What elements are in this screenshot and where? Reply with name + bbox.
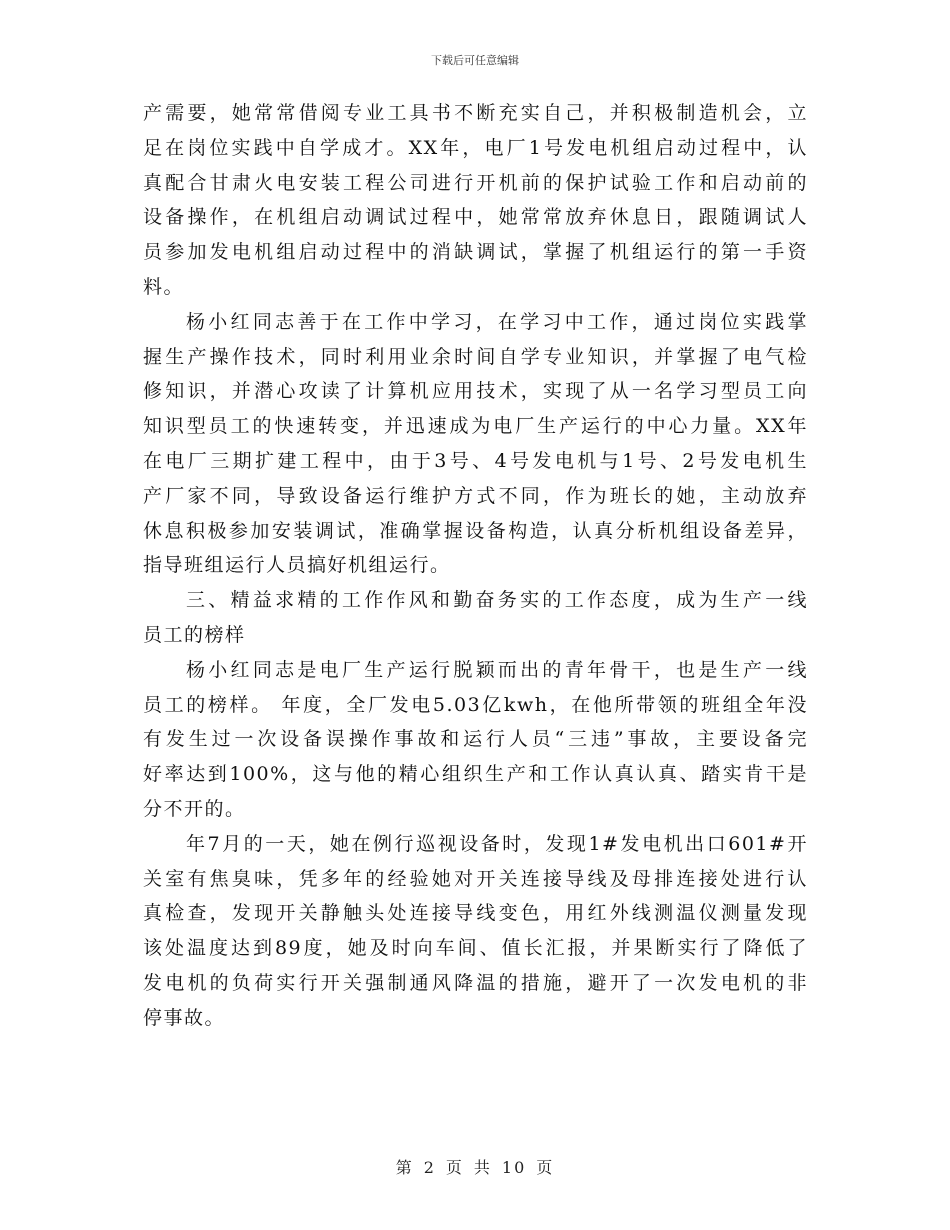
text-line: 有发生过一次设备误操作事故和运行人员“三违”事故，主要设备完 — [143, 728, 808, 751]
text-line: 杨小红同志是电厂生产运行脱颖而出的青年骨干，也是生产一线 — [186, 658, 808, 681]
text-line: 员工的榜样 — [143, 623, 246, 646]
page-footer — [0, 1155, 950, 1178]
text-line: 年7月的一天，她在例行巡视设备时，发现1#发电机出口601#开 — [186, 832, 808, 855]
text-line: 设备操作，在机组启动调试过程中，她常常放弃休息日，跟随调试人 — [143, 206, 808, 229]
text-line: 好率达到100%，这与他的精心组织生产和工作认真认真、踏实肯干是 — [143, 763, 808, 786]
text-line: 料。 — [143, 275, 185, 298]
text-line: 关室有焦臭味，凭多年的经验她对开关连接导线及母排连接处进行认 — [143, 867, 808, 890]
paragraph — [143, 305, 808, 583]
footer-word: 页 — [536, 1158, 555, 1177]
text-line: 修知识，并潜心攻读了计算机应用技术，实现了从一名学习型员工向 — [143, 380, 808, 403]
footer-word: 页 — [445, 1158, 464, 1177]
section-heading — [143, 583, 808, 653]
text-line: 该处温度达到89度，她及时向车间、值长汇报，并果断实行了降低了 — [143, 937, 808, 960]
total-pages: 10 — [501, 1158, 527, 1177]
text-line: 分不开的。 — [143, 797, 246, 820]
paragraph — [143, 653, 808, 827]
text-line: 真配合甘肃火电安装工程公司进行开机前的保护试验工作和启动前的 — [143, 171, 808, 194]
text-line: 握生产操作技术，同时利用业余时间自学专业知识，并掌握了电气检 — [143, 345, 808, 368]
text-line: 三、精益求精的工作作风和勤奋务实的工作态度，成为生产一线 — [186, 589, 808, 612]
text-line: 员工的榜样。 年度，全厂发电5.03亿kwh，在他所带领的班组全年没 — [143, 693, 808, 716]
text-line: 在电厂三期扩建工程中，由于3号、4号发电机与1号、2号发电机生 — [143, 449, 808, 472]
page-header: 下载后可任意编辑 — [431, 54, 519, 67]
text-line: 休息积极参加安装调试，准确掌握设备构造，认真分析机组设备差异， — [143, 519, 808, 542]
text-line: 真检查，发现开关静触头处连接导线变色，用红外线测温仪测量发现 — [143, 902, 808, 925]
footer-word: 第 — [395, 1158, 414, 1177]
text-line: 产厂家不同，导致设备运行维护方式不同，作为班长的她，主动放弃 — [143, 484, 808, 507]
text-line: 产需要，她常常借阅专业工具书不断充实自己，并积极制造机会，立 — [143, 102, 808, 124]
text-line: 知识型员工的快速转变，并迅速成为电厂生产运行的中心力量。XX年 — [143, 415, 808, 438]
footer-word: 共 — [473, 1158, 492, 1177]
text-line: 停事故。 — [143, 1006, 226, 1029]
paragraph — [143, 827, 808, 1036]
document-body — [143, 96, 808, 1036]
text-line: 发电机的负荷实行开关强制通风降温的措施，避开了一次发电机的非 — [143, 971, 808, 994]
text-line: 员参加发电机组启动过程中的消缺调试，掌握了机组运行的第一手资 — [143, 241, 808, 264]
paragraph — [143, 96, 808, 305]
text-line: 足在岗位实践中自学成才。XX年，电厂1号发电机组启动过程中，认 — [143, 136, 808, 159]
text-line: 杨小红同志善于在工作中学习，在学习中工作，通过岗位实践掌 — [186, 310, 808, 333]
text-line: 指导班组运行人员搞好机组运行。 — [143, 554, 451, 577]
page-number: 2 — [423, 1158, 436, 1177]
